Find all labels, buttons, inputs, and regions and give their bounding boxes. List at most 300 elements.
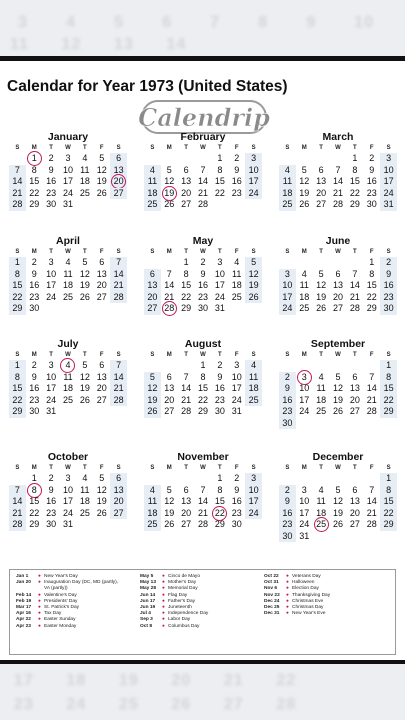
day-cell: 18 bbox=[144, 188, 161, 200]
day-cell: 3 bbox=[65, 153, 71, 163]
day-cell: 21 bbox=[164, 291, 175, 302]
day-cell: 5 bbox=[301, 164, 307, 175]
day-cell: 29 bbox=[29, 199, 40, 209]
day-cell: 5 bbox=[144, 372, 161, 384]
day-cell: 12 bbox=[79, 268, 90, 279]
empty-cell bbox=[313, 360, 330, 372]
day-cell: 14 bbox=[181, 383, 192, 393]
legend-date: Oct 22 bbox=[264, 574, 279, 579]
day-cell: 31 bbox=[231, 406, 242, 416]
day-cell: 5 bbox=[99, 473, 105, 483]
day-cell: 15 bbox=[9, 280, 26, 292]
day-cell: 11 bbox=[144, 496, 161, 508]
day-grid bbox=[9, 360, 127, 418]
legend-bullet-icon: ● bbox=[162, 598, 165, 604]
month-name: July bbox=[57, 338, 79, 350]
day-cell: 26 bbox=[245, 292, 262, 304]
legend-date: Dec 31 bbox=[264, 611, 280, 617]
weekday-label: S bbox=[386, 145, 391, 151]
day-cell: 30 bbox=[366, 199, 377, 209]
day-cell: 30 bbox=[46, 199, 57, 209]
day-cell: 9 bbox=[234, 484, 240, 495]
day-cell: 2 bbox=[48, 153, 54, 163]
legend-date: Dec 24 bbox=[264, 598, 280, 604]
day-cell: 28 bbox=[181, 406, 192, 416]
day-cell: 10 bbox=[245, 485, 262, 497]
empty-cell bbox=[296, 257, 313, 269]
day-cell: 17 bbox=[62, 496, 73, 506]
day-cell: 23 bbox=[197, 291, 208, 302]
day-cell: 28 bbox=[332, 199, 343, 209]
day-cell: 18 bbox=[79, 496, 90, 506]
day-cell: 2 bbox=[279, 372, 296, 384]
legend-date: May 28 bbox=[140, 586, 156, 592]
day-cell: 2 bbox=[217, 360, 223, 370]
month-april bbox=[9, 235, 127, 315]
day-cell: 23 bbox=[231, 187, 242, 198]
day-cell: 29 bbox=[197, 406, 208, 416]
day-cell: 2 bbox=[380, 257, 397, 269]
day-cell: 19 bbox=[316, 291, 327, 302]
legend-column bbox=[264, 574, 330, 617]
legend-bullet-icon: ● bbox=[38, 617, 41, 623]
weekday-label: T bbox=[49, 465, 53, 471]
day-cell: 27 bbox=[144, 303, 161, 315]
empty-cell bbox=[346, 473, 363, 485]
weekday-label: S bbox=[150, 465, 155, 471]
day-cell: 18 bbox=[299, 291, 310, 302]
day-cell: 12 bbox=[332, 383, 343, 393]
weekday-label: M bbox=[166, 352, 172, 358]
weekday-label: W bbox=[65, 352, 71, 358]
day-cell: 2 bbox=[234, 473, 240, 483]
day-cell: 16 bbox=[380, 280, 397, 292]
empty-cell bbox=[195, 473, 212, 485]
day-cell: 26 bbox=[96, 507, 107, 518]
day-cell: 19 bbox=[79, 383, 90, 393]
holiday-day: 19 bbox=[161, 188, 178, 200]
legend-holiday-name: Cinco de Mayo bbox=[168, 574, 200, 579]
weekday-header bbox=[144, 464, 262, 473]
legend-holiday-name: Election Day bbox=[292, 586, 319, 592]
day-cell: 16 bbox=[231, 176, 242, 186]
day-cell: 17 bbox=[299, 507, 310, 518]
legend-date: Dec 25 bbox=[264, 605, 280, 611]
day-cell: 15 bbox=[349, 176, 360, 186]
day-cell: 15 bbox=[181, 280, 192, 290]
empty-cell bbox=[161, 473, 178, 485]
weekday-label: M bbox=[301, 145, 307, 151]
weekday-label: F bbox=[99, 465, 104, 471]
day-cell: 20 bbox=[349, 394, 360, 405]
day-cell: 9 bbox=[31, 371, 37, 382]
weekday-label: W bbox=[200, 352, 206, 358]
day-cell: 24 bbox=[299, 519, 310, 529]
legend-holiday-name: New Year's Eve bbox=[292, 611, 326, 617]
day-grid bbox=[279, 153, 397, 211]
day-cell: 8 bbox=[217, 164, 223, 175]
day-cell: 22 bbox=[349, 187, 360, 198]
background-top-blur bbox=[0, 0, 405, 58]
weekday-label: S bbox=[251, 352, 256, 358]
day-cell: 25 bbox=[79, 507, 90, 518]
day-grid bbox=[9, 153, 127, 211]
day-grid bbox=[279, 473, 397, 542]
legend-bullet-icon: ● bbox=[38, 623, 41, 629]
day-grid bbox=[144, 257, 262, 315]
empty-cell bbox=[144, 153, 161, 165]
day-cell: 21 bbox=[9, 188, 26, 200]
day-cell: 1 bbox=[183, 257, 189, 267]
day-cell: 1 bbox=[369, 257, 375, 267]
legend-holiday-name: Halloween bbox=[292, 580, 315, 586]
day-cell: 4 bbox=[318, 484, 324, 495]
day-cell: 28 bbox=[366, 406, 377, 416]
empty-cell bbox=[195, 153, 212, 165]
day-cell: 8 bbox=[183, 268, 189, 279]
day-cell: 14 bbox=[110, 269, 127, 281]
holiday-day: 4 bbox=[60, 360, 77, 372]
holiday-day: 1 bbox=[26, 153, 43, 165]
weekday-label: F bbox=[369, 352, 374, 358]
empty-cell bbox=[313, 153, 330, 165]
day-cell: 21 bbox=[110, 383, 127, 395]
legend-bullet-icon: ● bbox=[38, 574, 41, 579]
day-cell: 8 bbox=[352, 164, 358, 175]
day-cell: 11 bbox=[232, 268, 242, 279]
background-bottom-row-1: 17 18 19 20 21 22 bbox=[14, 672, 297, 689]
day-cell: 7 bbox=[183, 371, 189, 382]
day-cell: 18 bbox=[279, 188, 296, 200]
legend-holiday-name: Valentine's Day bbox=[44, 592, 77, 598]
day-cell: 4 bbox=[82, 473, 88, 483]
day-cell: 10 bbox=[62, 484, 73, 495]
day-cell: 13 bbox=[110, 485, 127, 497]
month-august bbox=[144, 338, 262, 418]
day-cell: 22 bbox=[29, 507, 40, 518]
day-cell: 11 bbox=[299, 280, 309, 290]
day-cell: 12 bbox=[299, 176, 310, 186]
weekday-label: T bbox=[49, 249, 53, 255]
day-cell: 10 bbox=[380, 165, 397, 177]
month-name: December bbox=[312, 451, 364, 463]
weekday-label: F bbox=[369, 249, 374, 255]
calendrip-logo-text: Calendrip bbox=[138, 103, 270, 132]
day-cell: 2 bbox=[48, 473, 54, 483]
day-cell: 16 bbox=[197, 280, 208, 290]
day-cell: 8 bbox=[9, 372, 26, 384]
day-grid bbox=[279, 257, 397, 315]
day-cell: 13 bbox=[144, 280, 161, 292]
weekday-label: S bbox=[150, 352, 155, 358]
empty-cell bbox=[313, 473, 330, 485]
day-cell: 19 bbox=[299, 187, 310, 198]
day-cell: 12 bbox=[245, 269, 262, 281]
day-cell: 14 bbox=[197, 176, 208, 186]
day-cell: 31 bbox=[62, 519, 73, 529]
day-cell: 7 bbox=[166, 268, 172, 279]
weekday-label: S bbox=[285, 465, 290, 471]
legend-bullet-icon: ● bbox=[162, 574, 165, 579]
day-cell: 9 bbox=[200, 268, 206, 279]
day-cell: 5 bbox=[318, 268, 324, 279]
day-cell: 15 bbox=[9, 383, 26, 395]
day-cell: 5 bbox=[335, 484, 341, 495]
weekday-label: S bbox=[251, 145, 256, 151]
day-cell: 19 bbox=[164, 507, 175, 518]
day-cell: 12 bbox=[316, 280, 327, 290]
day-cell: 24 bbox=[214, 291, 225, 302]
day-cell: 28 bbox=[197, 519, 208, 529]
weekday-label: T bbox=[353, 249, 357, 255]
day-cell: 22 bbox=[197, 394, 208, 405]
day-cell: 26 bbox=[79, 394, 90, 405]
weekday-label: F bbox=[234, 352, 239, 358]
weekday-label: M bbox=[166, 465, 172, 471]
month-name: September bbox=[310, 338, 366, 350]
day-grid bbox=[9, 473, 127, 531]
day-cell: 8 bbox=[380, 485, 397, 497]
weekday-label: M bbox=[301, 465, 307, 471]
legend-holiday-name: Flag Day bbox=[168, 592, 188, 598]
day-cell: 25 bbox=[79, 187, 90, 198]
legend-bullet-icon: ● bbox=[162, 592, 165, 598]
day-cell: 12 bbox=[96, 164, 107, 175]
day-cell: 11 bbox=[279, 176, 296, 188]
weekday-label: T bbox=[353, 465, 357, 471]
day-cell: 8 bbox=[380, 372, 397, 384]
day-cell: 31 bbox=[46, 406, 57, 416]
legend-date: Jun 14 bbox=[140, 592, 156, 598]
legend-holiday-name: Tax Day bbox=[44, 611, 62, 617]
day-cell: 20 bbox=[96, 280, 107, 290]
day-cell: 10 bbox=[279, 280, 296, 292]
day-cell: 2 bbox=[200, 257, 206, 267]
day-cell: 4 bbox=[279, 165, 296, 177]
day-cell: 27 bbox=[332, 303, 343, 313]
empty-cell bbox=[346, 257, 363, 269]
day-cell: 29 bbox=[214, 519, 225, 529]
weekday-label: T bbox=[83, 465, 87, 471]
weekday-label: W bbox=[65, 249, 71, 255]
day-cell: 20 bbox=[96, 383, 107, 393]
day-cell: 26 bbox=[299, 199, 310, 209]
day-cell: 26 bbox=[144, 406, 161, 418]
legend-holiday-name: Labor Day bbox=[168, 617, 191, 623]
day-cell: 14 bbox=[332, 176, 343, 186]
day-cell: 21 bbox=[366, 507, 377, 518]
legend-bullet-icon: ● bbox=[162, 611, 165, 617]
day-cell: 6 bbox=[99, 360, 105, 370]
day-cell: 20 bbox=[349, 507, 360, 518]
empty-cell bbox=[161, 257, 178, 269]
weekday-label: T bbox=[218, 145, 222, 151]
day-cell: 5 bbox=[82, 257, 88, 267]
day-cell: 4 bbox=[82, 153, 88, 163]
day-cell: 10 bbox=[62, 164, 73, 175]
day-cell: 21 bbox=[332, 187, 343, 198]
day-cell: 26 bbox=[164, 519, 175, 529]
day-cell: 26 bbox=[316, 303, 327, 313]
weekday-label: T bbox=[218, 249, 222, 255]
holiday-day: 8 bbox=[26, 485, 43, 497]
day-cell: 22 bbox=[29, 187, 40, 198]
weekday-label: T bbox=[319, 249, 323, 255]
legend-holiday-name: Independence Day bbox=[168, 611, 209, 617]
weekday-label: M bbox=[166, 145, 172, 151]
day-cell: 16 bbox=[46, 176, 57, 186]
legend-bullet-icon: ● bbox=[38, 580, 41, 586]
day-cell: 18 bbox=[79, 176, 90, 186]
weekday-header bbox=[9, 144, 127, 153]
day-cell: 21 bbox=[181, 394, 192, 405]
day-cell: 23 bbox=[279, 406, 296, 418]
day-cell: 9 bbox=[48, 484, 54, 495]
day-cell: 30 bbox=[279, 531, 296, 543]
weekday-label: W bbox=[200, 249, 206, 255]
day-cell: 3 bbox=[279, 269, 296, 281]
empty-cell bbox=[144, 257, 161, 269]
day-cell: 25 bbox=[231, 291, 242, 302]
day-cell: 23 bbox=[279, 519, 296, 531]
day-cell: 19 bbox=[332, 507, 343, 518]
empty-cell bbox=[178, 360, 195, 372]
day-cell: 12 bbox=[332, 496, 343, 506]
legend-holiday-name: Christmas Day bbox=[292, 605, 324, 611]
day-cell: 28 bbox=[197, 199, 208, 209]
legend-date: Nov 22 bbox=[264, 592, 280, 598]
day-cell: 10 bbox=[299, 496, 310, 506]
weekday-label: T bbox=[184, 465, 188, 471]
legend-bullet-icon: ● bbox=[286, 574, 289, 579]
weekday-label: S bbox=[386, 465, 391, 471]
weekday-label: W bbox=[65, 465, 71, 471]
day-cell: 5 bbox=[166, 484, 172, 495]
day-cell: 19 bbox=[96, 496, 107, 506]
weekday-label: W bbox=[335, 352, 341, 358]
day-cell: 11 bbox=[63, 371, 73, 382]
weekday-label: T bbox=[49, 145, 53, 151]
legend-holiday-name: Thanksgiving Day bbox=[292, 592, 331, 598]
day-cell: 10 bbox=[231, 371, 242, 382]
day-cell: 6 bbox=[352, 484, 358, 495]
day-cell: 9 bbox=[217, 371, 223, 382]
day-cell: 21 bbox=[366, 394, 377, 405]
day-cell: 28 bbox=[366, 519, 377, 529]
day-cell: 18 bbox=[231, 280, 242, 290]
day-cell: 16 bbox=[29, 280, 40, 290]
day-grid bbox=[144, 360, 262, 418]
day-cell: 17 bbox=[62, 176, 73, 186]
empty-cell bbox=[296, 153, 313, 165]
day-cell: 20 bbox=[316, 187, 327, 198]
month-january bbox=[9, 131, 127, 211]
legend-holiday-name: Memorial Day bbox=[168, 586, 198, 592]
weekday-label: S bbox=[116, 352, 121, 358]
day-cell: 25 bbox=[62, 291, 73, 302]
day-cell: 4 bbox=[245, 360, 262, 372]
day-cell: 25 bbox=[144, 199, 161, 211]
day-cell: 4 bbox=[318, 371, 324, 382]
month-november bbox=[144, 451, 262, 531]
day-cell: 17 bbox=[46, 383, 57, 393]
day-cell: 7 bbox=[9, 165, 26, 177]
empty-cell bbox=[178, 473, 195, 485]
weekday-label: F bbox=[234, 249, 239, 255]
weekday-label: T bbox=[319, 352, 323, 358]
legend-date: Sep 3 bbox=[140, 617, 153, 623]
day-cell: 30 bbox=[197, 303, 208, 313]
legend-holiday-name: Christmas Eve bbox=[292, 598, 324, 604]
day-cell: 27 bbox=[349, 406, 360, 416]
day-cell: 14 bbox=[197, 496, 208, 506]
day-cell: 24 bbox=[46, 394, 57, 405]
weekday-header bbox=[144, 248, 262, 257]
day-cell: 16 bbox=[366, 176, 377, 186]
day-cell: 31 bbox=[214, 303, 225, 313]
day-cell: 29 bbox=[9, 406, 26, 418]
day-cell: 6 bbox=[110, 473, 127, 485]
day-cell: 3 bbox=[301, 484, 307, 495]
legend-date: Jan 1 bbox=[16, 574, 29, 579]
legend-holiday-name: VA (partly)) bbox=[44, 586, 68, 592]
day-cell: 2 bbox=[234, 153, 240, 163]
day-cell: 18 bbox=[62, 383, 73, 393]
empty-cell bbox=[9, 473, 26, 485]
day-cell: 24 bbox=[62, 507, 73, 518]
day-cell: 11 bbox=[63, 268, 73, 279]
day-cell: 13 bbox=[316, 176, 327, 186]
day-cell: 3 bbox=[48, 257, 54, 267]
weekday-label: T bbox=[184, 249, 188, 255]
day-cell: 23 bbox=[29, 291, 40, 302]
background-bottom-row-2: 23 24 25 26 27 28 bbox=[14, 696, 297, 713]
day-cell: 28 bbox=[9, 199, 26, 211]
legend-date: Apr 22 bbox=[16, 617, 31, 623]
empty-cell bbox=[279, 360, 296, 372]
day-cell: 25 bbox=[279, 199, 296, 211]
day-cell: 4 bbox=[144, 485, 161, 497]
day-cell: 1 bbox=[352, 153, 358, 163]
day-cell: 13 bbox=[110, 165, 127, 177]
day-cell: 13 bbox=[349, 496, 360, 506]
weekday-label: S bbox=[116, 465, 121, 471]
weekday-label: S bbox=[251, 249, 256, 255]
legend-date: Nov 6 bbox=[264, 586, 278, 592]
day-cell: 9 bbox=[234, 164, 240, 175]
day-cell: 25 bbox=[299, 303, 310, 313]
empty-cell bbox=[9, 153, 26, 165]
day-cell: 1 bbox=[9, 257, 26, 269]
day-cell: 5 bbox=[245, 257, 262, 269]
legend-holiday-name: Columbus Day bbox=[168, 623, 200, 629]
legend-bullet-icon: ● bbox=[286, 580, 289, 586]
day-cell: 13 bbox=[96, 268, 107, 279]
day-cell: 1 bbox=[200, 360, 206, 370]
day-cell: 31 bbox=[299, 530, 310, 541]
day-cell: 6 bbox=[352, 371, 358, 382]
day-cell: 20 bbox=[144, 292, 161, 304]
weekday-label: S bbox=[251, 465, 256, 471]
weekday-label: S bbox=[150, 249, 155, 255]
weekday-header bbox=[144, 144, 262, 153]
legend-bullet-icon: ● bbox=[286, 611, 289, 617]
legend-date: Jan 20 bbox=[16, 580, 31, 586]
day-cell: 28 bbox=[110, 292, 127, 304]
day-cell: 10 bbox=[46, 371, 57, 382]
day-cell: 24 bbox=[62, 187, 73, 198]
weekday-header bbox=[144, 351, 262, 360]
